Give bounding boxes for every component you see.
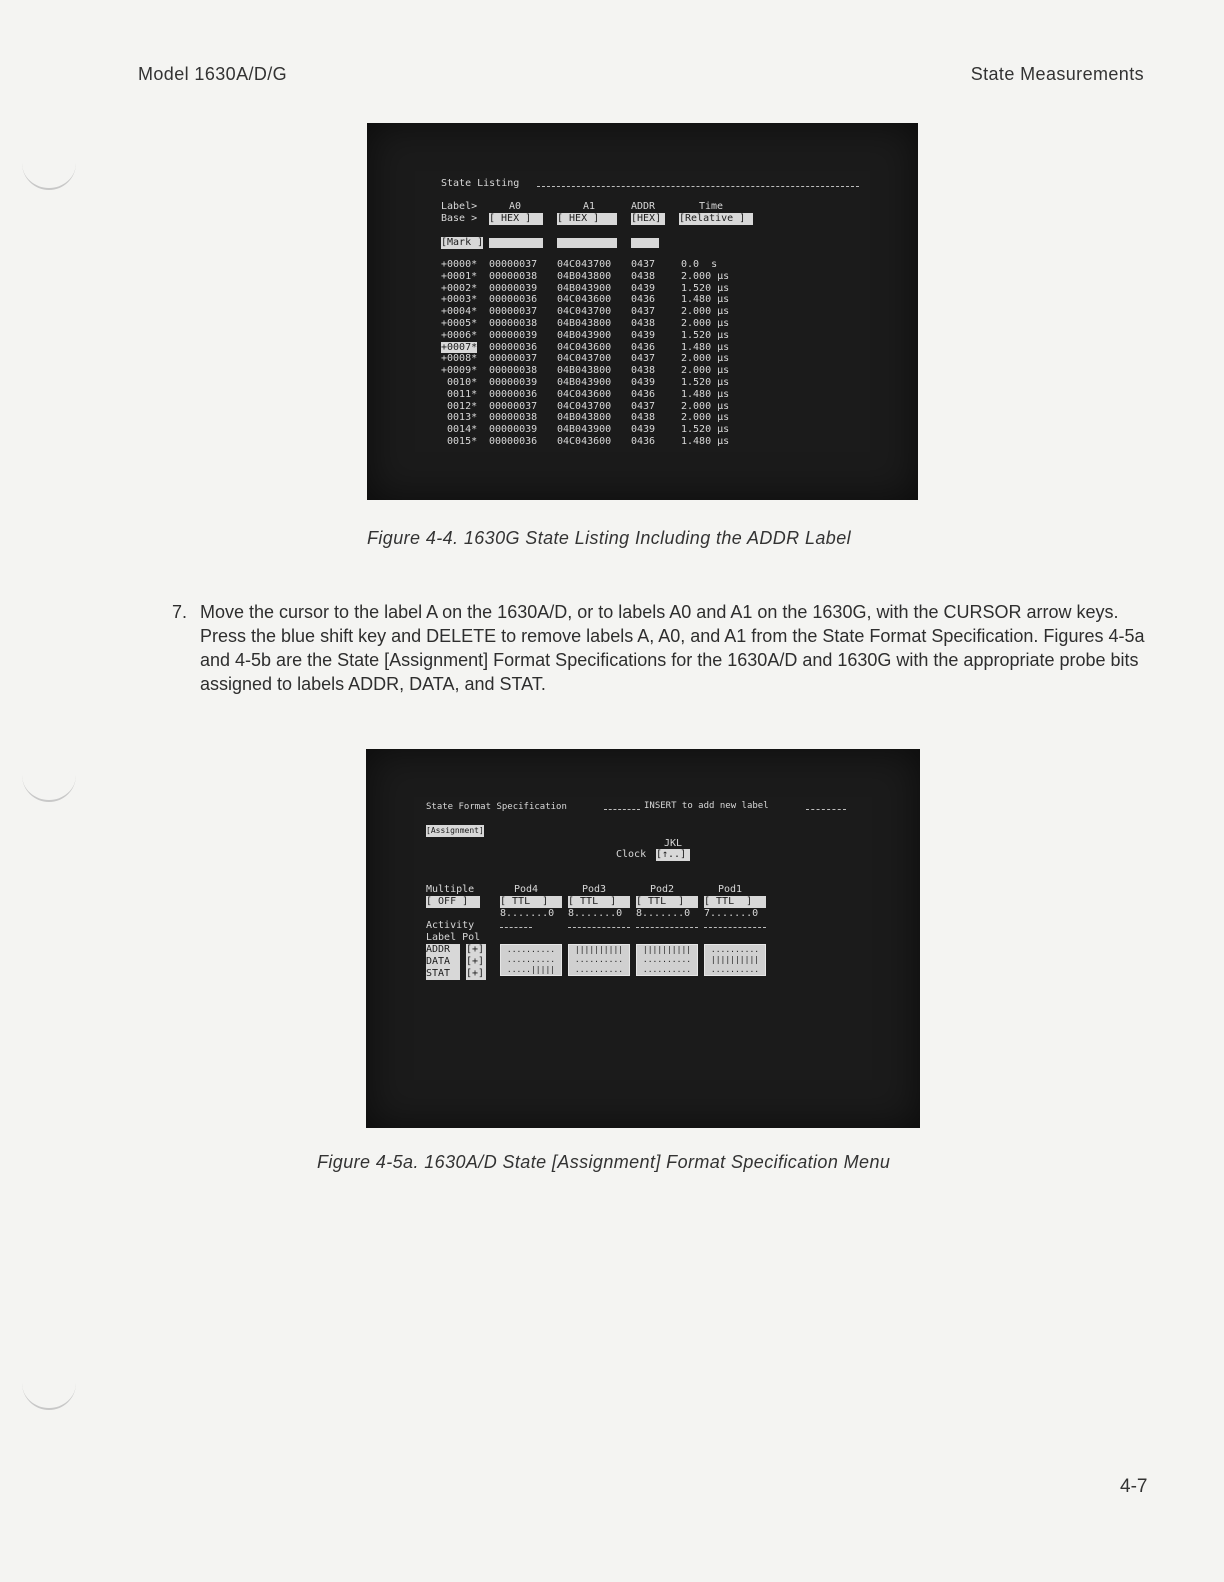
row-a1-value: 04C043700 <box>557 353 612 365</box>
row-time-value: 2.000 µs <box>681 400 730 412</box>
row-addr-value: 0439 <box>631 377 656 388</box>
row-a0-value: 00000036 <box>489 388 538 400</box>
row-addr-value: 0437 <box>631 306 656 318</box>
table-row[interactable] <box>441 283 771 295</box>
row-index: 0012* <box>441 400 478 412</box>
row-addr-value: 0437 <box>631 400 656 412</box>
pod4-label: Pod4 <box>514 884 539 895</box>
row-a1-value: 04B043800 <box>557 318 612 329</box>
pod3-bit-assignment[interactable]: |||||||||| .......... .......... <box>568 944 630 976</box>
pod3-label: Pod3 <box>582 884 607 895</box>
state-listing-screen <box>367 123 918 500</box>
row-addr-value: 0436 <box>631 436 656 447</box>
row-a0-value: 00000037 <box>489 306 538 318</box>
base-a0-field[interactable]: [ HEX ] <box>489 213 543 225</box>
row-a1-value: 04C043600 <box>557 341 612 353</box>
row-a0-value: 00000038 <box>489 412 538 424</box>
row-a0-value: 00000037 <box>489 353 538 365</box>
row-a1-value: 04C043600 <box>557 388 612 400</box>
row-index: 0015* <box>441 436 478 447</box>
table-row[interactable] <box>441 401 771 413</box>
mark-pattern-a1[interactable] <box>557 238 617 248</box>
running-header-section: State Measurements <box>970 64 1144 84</box>
activity-label: Activity <box>426 920 475 931</box>
assignment-button[interactable]: [Assignment] <box>426 826 484 835</box>
label-addr-field[interactable]: ADDR <box>426 944 460 956</box>
binder-hole-mark <box>22 146 76 190</box>
row-time-value: 1.480 µs <box>681 388 730 400</box>
row-index: +0006* <box>441 329 478 341</box>
row-index: +0002* <box>441 282 478 294</box>
label-stat-field[interactable]: STAT <box>426 968 460 980</box>
row-index: +0003* <box>441 294 478 306</box>
row-time-value: 1.520 µs <box>681 424 730 436</box>
row-index: 0013* <box>441 412 478 424</box>
pod1-bit-assignment[interactable]: .......... |||||||||| .......... <box>704 944 766 976</box>
row-time-value: 1.520 µs <box>681 282 730 294</box>
row-index: +0000* <box>441 259 478 270</box>
row-index: +0004* <box>441 306 478 318</box>
row-time-value: 1.520 µs <box>681 377 730 388</box>
step-number: 7. <box>172 602 188 622</box>
clock-header: JKL <box>664 838 683 849</box>
column-header-addr: ADDR <box>631 201 656 212</box>
row-addr-value: 0437 <box>631 353 656 365</box>
table-row[interactable] <box>441 365 771 377</box>
pod2-bit-range: 8.......0 <box>636 908 691 919</box>
table-row[interactable] <box>441 259 771 271</box>
row-time-value: 2.000 µs <box>681 270 730 282</box>
row-time-value: 1.480 µs <box>681 294 730 306</box>
clock-label: Clock <box>616 849 647 860</box>
state-format-spec-screen <box>366 749 920 1128</box>
row-index: 0011* <box>441 388 478 400</box>
table-row[interactable] <box>441 294 771 306</box>
pod4-threshold-field[interactable]: [ TTL ] <box>500 896 562 908</box>
row-time-value: 2.000 µs <box>681 306 730 318</box>
pod3-bit-range: 8.......0 <box>568 908 623 919</box>
column-header-a0: A0 <box>509 201 522 212</box>
column-header-a1: A1 <box>583 201 596 212</box>
table-row[interactable] <box>441 330 771 342</box>
row-time-value: 2.000 µs <box>681 412 730 424</box>
insert-hint: INSERT to add new label <box>644 801 769 811</box>
table-row[interactable] <box>441 424 771 436</box>
step-text: Move the cursor to the label A on the 1630A/D, or to labels A0 and A1 on the 1630G, with the CURSOR arrow keys. Press the blue shift key and DELETE to remove labels A, A0, and A1 from the State Format Specification. Figures 4-5a and 4-5b are the State [Assignment] Format Specifications for the 1630A/D and 1630G with the appropriate probe bits assigned to labels ADDR, DATA, and STAT. <box>200 602 1145 694</box>
pod1-label: Pod1 <box>718 884 743 895</box>
pod1-bit-range: 7.......0 <box>704 908 759 919</box>
row-a0-value: 00000038 <box>489 365 538 377</box>
row-index: +0008* <box>441 353 478 365</box>
row-a0-value: 00000036 <box>489 341 538 353</box>
table-row[interactable] <box>441 353 771 365</box>
row-a0-value: 00000037 <box>489 259 538 270</box>
row-addr-value: 0439 <box>631 329 656 341</box>
screen-title: State Listing <box>441 178 520 189</box>
mark-pattern-addr[interactable] <box>631 238 659 248</box>
page-number: 4-7 <box>1120 1476 1148 1497</box>
row-a1-value: 04B043800 <box>557 412 612 424</box>
row-index: +0009* <box>441 365 478 377</box>
column-header-time: Time <box>699 201 724 212</box>
row-a1-value: 04C043600 <box>557 436 612 447</box>
row-index: 0010* <box>441 377 478 388</box>
binder-hole-mark <box>22 760 76 802</box>
screen-title: State Format Specification <box>426 802 567 812</box>
row-a1-value: 04C043600 <box>557 294 612 306</box>
row-index: +0001* <box>441 270 478 282</box>
row-a0-value: 00000036 <box>489 294 538 306</box>
row-a1-value: 04B043800 <box>557 365 612 377</box>
label-row-title: Label> <box>441 201 478 212</box>
row-time-value: 1.480 µs <box>681 341 730 353</box>
pod1-threshold-field[interactable]: [ TTL ] <box>704 896 766 908</box>
row-time-value: 2.000 µs <box>681 318 730 329</box>
base-time-field[interactable]: [Relative ] <box>679 213 753 225</box>
pod3-threshold-field[interactable]: [ TTL ] <box>568 896 630 908</box>
row-a1-value: 04B043900 <box>557 329 612 341</box>
label-data-field[interactable]: DATA <box>426 956 460 968</box>
row-a0-value: 00000037 <box>489 400 538 412</box>
pod4-bit-assignment[interactable]: .......... .......... .....||||| <box>500 944 562 976</box>
table-row[interactable] <box>441 306 771 318</box>
row-addr-value: 0436 <box>631 388 656 400</box>
row-addr-value: 0437 <box>631 259 656 270</box>
running-header-model: Model 1630A/D/G <box>138 64 288 84</box>
row-a1-value: 04C043700 <box>557 259 612 270</box>
figure-4-4-caption: Figure 4-4. 1630G State Listing Including the ADDR Label <box>367 528 852 548</box>
row-time-value: 2.000 µs <box>681 353 730 365</box>
row-a0-value: 00000038 <box>489 318 538 329</box>
row-a1-value: 04B043800 <box>557 270 612 282</box>
row-a0-value: 00000039 <box>489 424 538 436</box>
row-a0-value: 00000036 <box>489 436 538 447</box>
row-addr-value: 0438 <box>631 412 656 424</box>
label-addr-polarity[interactable]: [+] <box>466 944 485 955</box>
row-addr-value: 0438 <box>631 365 656 377</box>
table-row[interactable] <box>441 436 771 448</box>
row-index: +0005* <box>441 318 478 329</box>
row-a0-value: 00000039 <box>489 329 538 341</box>
pod4-bit-range: 8.......0 <box>500 908 555 919</box>
multiple-label: Multiple <box>426 884 475 895</box>
table-row[interactable] <box>441 271 771 283</box>
table-row[interactable] <box>441 412 771 424</box>
row-addr-value: 0436 <box>631 294 656 306</box>
row-a1-value: 04B043900 <box>557 282 612 294</box>
row-a0-value: 00000039 <box>489 282 538 294</box>
base-addr-field[interactable]: [HEX] <box>631 213 665 225</box>
pod2-label: Pod2 <box>650 884 675 895</box>
row-time-value: 2.000 µs <box>681 365 730 377</box>
label-pol-header: Label Pol <box>426 932 481 943</box>
row-index: 0014* <box>441 424 478 436</box>
multiple-field[interactable]: [ OFF ] <box>426 896 480 908</box>
row-addr-value: 0438 <box>631 318 656 329</box>
table-row[interactable] <box>441 377 771 389</box>
mark-pattern-a0[interactable] <box>489 238 543 248</box>
row-addr-value: 0439 <box>631 282 656 294</box>
row-a0-value: 00000039 <box>489 377 538 388</box>
row-a0-value: 00000038 <box>489 270 538 282</box>
pod2-threshold-field[interactable]: [ TTL ] <box>636 896 698 908</box>
table-row[interactable] <box>441 318 771 330</box>
row-a1-value: 04B043900 <box>557 377 612 388</box>
mark-button[interactable]: [Mark ] <box>441 237 484 248</box>
label-data-polarity[interactable]: [+] <box>466 956 485 967</box>
clock-field[interactable]: [↑..] <box>656 849 690 861</box>
row-a1-value: 04B043900 <box>557 424 612 436</box>
row-time-value: 1.480 µs <box>681 436 730 447</box>
row-addr-value: 0438 <box>631 270 656 282</box>
base-row-title: Base > <box>441 213 478 224</box>
table-row[interactable] <box>441 389 771 401</box>
label-stat-polarity[interactable]: [+] <box>466 968 485 979</box>
row-time-value: 1.520 µs <box>681 329 730 341</box>
row-index: +0007* <box>441 341 478 353</box>
row-addr-value: 0439 <box>631 424 656 436</box>
binder-hole-mark <box>22 1366 76 1410</box>
table-row[interactable] <box>441 342 771 354</box>
row-time-value: 0.0 s <box>681 259 718 270</box>
base-a1-field[interactable]: [ HEX ] <box>557 213 617 225</box>
pod2-bit-assignment[interactable]: |||||||||| .......... .......... <box>636 944 698 976</box>
row-a1-value: 04C043700 <box>557 306 612 318</box>
row-a1-value: 04C043700 <box>557 400 612 412</box>
row-addr-value: 0436 <box>631 341 656 353</box>
figure-4-5a-caption: Figure 4-5a. 1630A/D State [Assignment] Format Specification Menu <box>317 1152 891 1172</box>
